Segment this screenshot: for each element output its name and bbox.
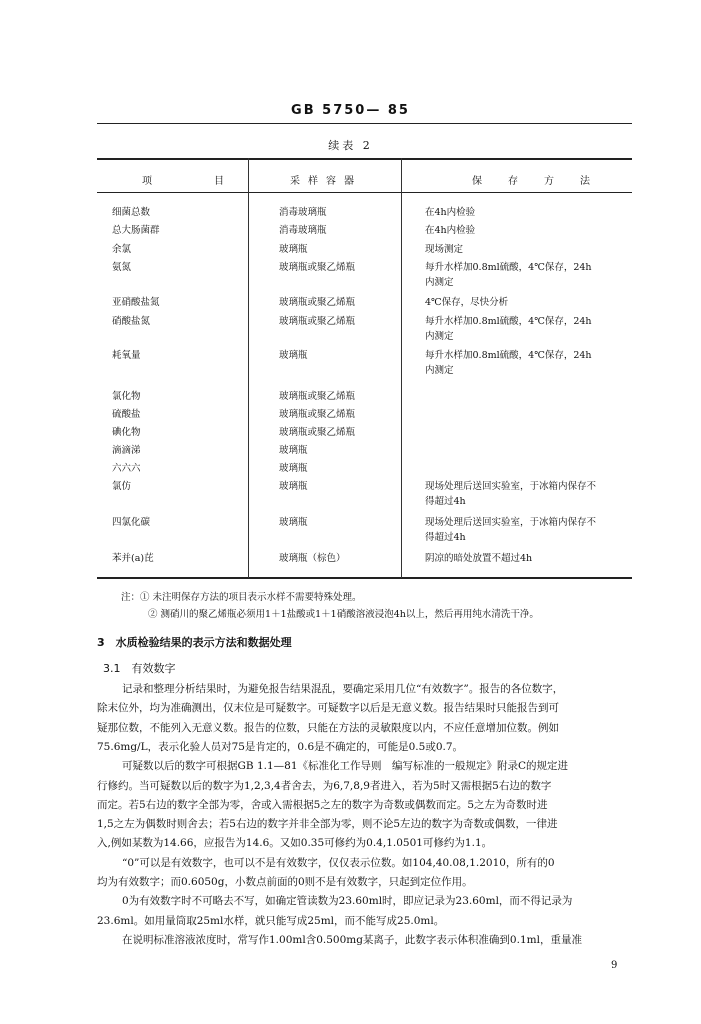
row-item: 氯仿: [112, 481, 132, 492]
paragraph-line: 可疑数以后的数字可根据GB 1.1—81《标准化工作导则 编写标准的一般规定》附录C的规定进: [122, 760, 569, 773]
paragraph-line: 1,5之左为偶数时则舍去；若5右边的数字并非全部为零，则不论5左边的数字为奇数或偶数，一律进: [97, 818, 558, 831]
table-head-rule: [97, 192, 632, 193]
row-container: 玻璃瓶: [279, 517, 308, 528]
row-item: 滴滴涕: [112, 445, 141, 456]
paragraph-line: 均为有效数字；而0.6050g，小数点前面的0则不是有效数字，只起到定位作用。: [97, 876, 473, 888]
paragraph-line: “0”可以是有效数字，也可以不是有效数字，仅仅表示位数。如104,40.08,1.2010，所有的0: [122, 856, 555, 869]
row-container: 玻璃瓶或聚乙烯瓶: [279, 427, 356, 438]
table-top-rule: [97, 158, 632, 160]
row-item: 耗氧量: [112, 350, 141, 361]
row-method-line: 得超过4h: [425, 532, 466, 543]
row-container: 玻璃瓶: [279, 244, 308, 255]
row-method-line: 现场处理后送回实验室，于冰箱内保存不: [425, 481, 597, 492]
column-header-method: 保 存 方 法: [472, 176, 598, 187]
paragraph-line: 入,例如某数为14.66，应报告为14.6。又如0.35可修约为0.4,1.0501可修约为1.1。: [97, 837, 493, 850]
column-header-item: 项 目: [142, 176, 232, 187]
paragraph-line: 在说明标准溶液浓度时，常写作1.00ml含0.500mg某离子，此数字表示体积准确到0.1ml，重量准: [122, 933, 582, 946]
row-container: 消毒玻璃瓶: [279, 207, 327, 218]
standard-code-header: GB 5750— 85: [291, 103, 410, 118]
section-subtitle: 3.1 有效数字: [103, 662, 176, 675]
row-method-line: 每升水样加0.8ml硫酸，4℃保存，24h: [425, 316, 592, 327]
row-container: 玻璃瓶或聚乙烯瓶: [279, 409, 356, 420]
row-item: 细菌总数: [112, 207, 151, 218]
row-method-line: 每升水样加0.8ml硫酸，4℃保存，24h: [425, 262, 592, 273]
row-item: 氨氮: [112, 262, 132, 273]
paragraph-line: 除末位外，均为准确测出，仅末位是可疑数字。可疑数字以后是无意义数。报告结果时只能报告到可: [97, 702, 559, 715]
row-container: 玻璃瓶: [279, 445, 308, 456]
row-container: 玻璃瓶: [279, 463, 308, 474]
row-container: 玻璃瓶或聚乙烯瓶: [279, 316, 356, 327]
row-container: 玻璃瓶（棕色）: [279, 553, 346, 564]
row-container: 玻璃瓶或聚乙烯瓶: [279, 297, 356, 308]
row-method-line: 内测定: [425, 277, 454, 288]
column-header-container: 采样容器: [290, 176, 362, 187]
row-method-line: 现场测定: [425, 244, 464, 255]
row-item: 硝酸盐氮: [112, 316, 151, 327]
paragraph-line: 疑那位数，不能列入无意义数。报告的位数，只能在方法的灵敏限度以内，不应任意增加位数。例如: [97, 721, 559, 734]
note-line: ② 测硝川的聚乙烯瓶必须用1＋1盐酸或1＋1硝酸溶液浸泡4h以上，然后再用纯水清洗干净。: [148, 609, 539, 620]
table-caption: 续表 2: [328, 139, 373, 152]
row-method-line: 得超过4h: [425, 496, 466, 507]
paragraph-line: 而定。若5右边的数字全部为零，舍或入需根据5之左的数字为奇数或偶数而定。5之左为奇数时进: [97, 798, 548, 811]
row-item: 苯并(a)芘: [112, 553, 154, 564]
page-number: 9: [611, 960, 618, 971]
row-item: 亚硝酸盐氮: [112, 297, 160, 308]
row-method-line: 在4h内检验: [425, 225, 476, 236]
column-divider: [248, 158, 249, 578]
row-method-line: 每升水样加0.8ml硫酸，4℃保存，24h: [425, 350, 592, 361]
row-item: 四氯化碳: [112, 517, 151, 528]
paragraph-line: 行修约。当可疑数以后的数字为1,2,3,4者舍去，为6,7,8,9者进入，若为5时又需根据5右边的数字: [97, 779, 552, 792]
row-method-line: 4℃保存，尽快分析: [425, 297, 509, 308]
row-item: 总大肠菌群: [112, 225, 160, 236]
row-container: 玻璃瓶: [279, 350, 308, 361]
row-item: 氯化物: [112, 391, 141, 402]
row-method-line: 在4h内检验: [425, 207, 476, 218]
row-item: 六六六: [112, 463, 141, 474]
row-item: 硫酸盐: [112, 409, 141, 420]
header-rule: [97, 123, 632, 124]
row-item: 余氯: [112, 244, 132, 255]
row-container: 玻璃瓶: [279, 481, 308, 492]
column-divider: [401, 158, 402, 578]
row-method-line: 内测定: [425, 331, 454, 342]
paragraph-line: 0为有效数字时不可略去不写，如确定管读数为23.60ml时，即应记录为23.60ml，而不得记录为: [122, 895, 573, 908]
paragraph-line: 记录和整理分析结果时，为避免报告结果混乱，要确定采用几位“有效数字”。报告的各位数字，: [122, 683, 564, 695]
paragraph-line: 23.6ml。如用量筒取25ml水样，就只能写成25ml，而不能写成25.0ml。: [97, 914, 445, 927]
row-method-line: 现场处理后送回实验室，于冰箱内保存不: [425, 517, 597, 528]
row-method-line: 阴凉的暗处放置不超过4h: [425, 553, 533, 564]
section-title: 3 水质检验结果的表示方法和数据处理: [97, 636, 292, 649]
note-line: 注：① 未注明保存方法的项目表示水样不需要特殊处理。: [121, 592, 362, 603]
row-container: 消毒玻璃瓶: [279, 225, 327, 236]
paragraph-line: 75.6mg/L，表示化验人员对75是肯定的，0.6是不确定的，可能是0.5或0.7。: [97, 740, 464, 753]
table-bottom-rule: [97, 577, 632, 579]
row-container: 玻璃瓶或聚乙烯瓶: [279, 262, 356, 273]
row-container: 玻璃瓶或聚乙烯瓶: [279, 391, 356, 402]
row-item: 碘化物: [112, 427, 141, 438]
row-method-line: 内测定: [425, 365, 454, 376]
